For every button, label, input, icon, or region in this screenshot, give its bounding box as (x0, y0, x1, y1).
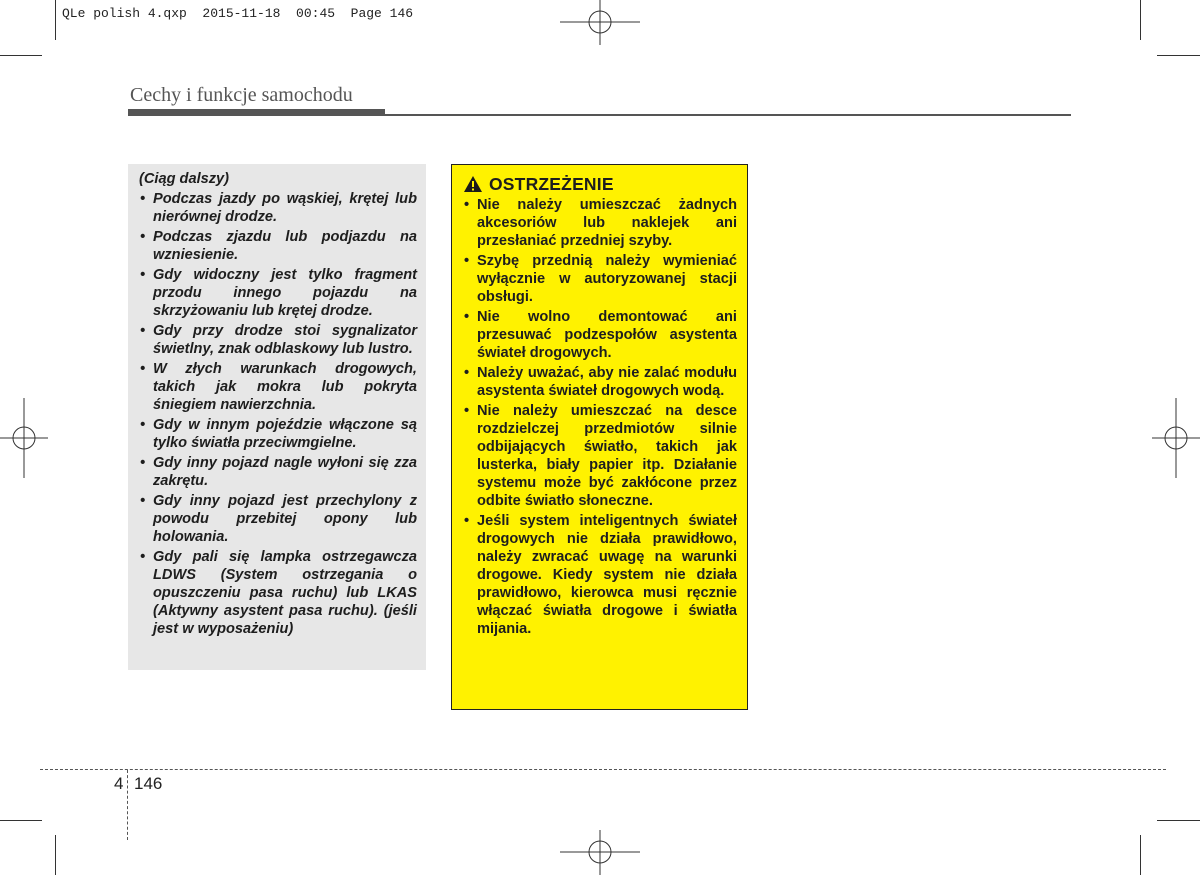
registration-mark-bottom (560, 830, 640, 875)
warning-list (463, 196, 737, 638)
list-item: • Podczas zjazdu lub podjazdu na wzniesienie. (139, 228, 417, 264)
list-item: • Nie należy umieszczać żadnych akcesoriów lub naklejek ani przesłaniać przedniej szyby. (463, 196, 737, 250)
chapter-number: 4 (114, 774, 124, 793)
footer-dashed-divider (127, 770, 128, 840)
title-rule-thick (128, 109, 385, 116)
list-item: • Gdy inny pojazd jest przechylony z powodu przebitej opony lub holowania. (139, 492, 417, 546)
list-item: • Gdy inny pojazd nagle wyłoni się zza zakrętu. (139, 454, 417, 490)
warning-triangle-icon (463, 175, 483, 193)
list-item: • Jeśli system inteligentnych świateł drogowych nie działa prawidłowo, należy zwracać uwagę na warunki drogowe. Kiedy system nie działa prawidłowo, kierowca musi ręcznie włączać światła drogowe i światła mijania. (463, 512, 737, 638)
conditions-note-box (128, 164, 426, 670)
list-item: • W złych warunkach drogowych, takich jak mokra lub pokryta śniegiem nawierzchnia. (139, 360, 417, 414)
list-item: • Gdy widoczny jest tylko fragment przodu innego pojazdu na skrzyżowaniu lub krętej drodze. (139, 266, 417, 320)
registration-mark-right (1152, 398, 1200, 478)
warning-heading-text: OSTRZEŻENIE (489, 174, 614, 194)
list-item: • Gdy pali się lampka ostrzegawcza LDWS (System ostrzegania o opuszczeniu pasa ruchu) lub LKAS (Aktywny asystent pasa ruchu). (jeśli jest w wyposażeniu) (139, 548, 417, 638)
list-item: • Gdy przy drodze stoi sygnalizator świetlny, znak odblaskowy lub lustro. (139, 322, 417, 358)
print-slug: QLe polish 4.qxp 2015-11-18 00:45 Page 146 (62, 6, 414, 21)
list-item: • Podczas jazdy po wąskiej, krętej lub nierównej drodze. (139, 190, 417, 226)
registration-mark-top (560, 0, 640, 45)
title-rule-thin (385, 114, 1071, 116)
list-item: • Należy uważać, aby nie zalać modułu asystenta świateł drogowych wodą. (463, 364, 737, 400)
registration-mark-left (0, 398, 48, 478)
continued-label: (Ciąg dalszy) (139, 171, 230, 187)
list-item: • Gdy w innym pojeździe włączone są tylko światła przeciwmgielne. (139, 416, 417, 452)
section-title: Cechy i funkcje samochodu (130, 84, 353, 106)
warning-heading (463, 175, 737, 193)
list-item: • Szybę przednią należy wymieniać wyłącznie w autoryzowanej stacji obsługi. (463, 252, 737, 306)
conditions-list (139, 190, 417, 638)
list-item: • Nie wolno demontować ani przesuwać podzespołów asystenta świateł drogowych. (463, 308, 737, 362)
warning-box (451, 164, 748, 710)
footer-dashed-rule (40, 769, 1166, 770)
list-item: • Nie należy umieszczać na desce rozdzielczej przedmiotów silnie odbijających światło, takich jak lusterka, biały papier itp. Działanie systemu może być zakłócone przez odbite światło słoneczne. (463, 402, 737, 510)
page-number: 146 (134, 774, 163, 793)
